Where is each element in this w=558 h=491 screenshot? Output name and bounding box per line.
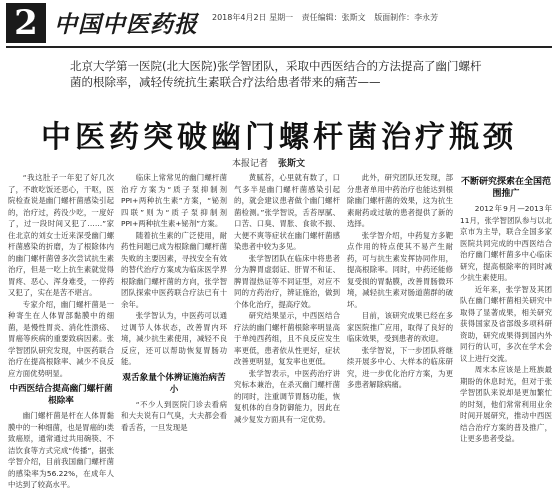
paragraph: “不少人到医院门诊去看病和大夫说有口气臭，大夫都会看看舌苔，一旦发现是 — [121, 399, 227, 432]
paragraph: 研究结果显示，中西医结合疗法的幽门螺杆菌根除率明显高于单纯西药组，且不良反应发生率更低，患者依从性更好，症状改善更明显，复发率也更低。 — [234, 311, 340, 366]
paragraph: 周末本应该是上班族最期盼的休息时光，但对于张学智团队来说却是更加繁忙的时刻，他们常常利用业余时间开展研究，推动中西医结合治疗方案的普及推广，让更多患者受益。 — [460, 365, 552, 443]
paragraph: 此外，研究团队还发现，部分患者单用中药治疗也能达到根除幽门螺杆菌的效果，这为抗生素耐药或过敏的患者提供了新的选择。 — [347, 173, 453, 228]
paragraph: 张学智说，下一步团队将继续开展多中心、大样本的临床研究，进一步优化治疗方案，为更多患者解除病痛。 — [347, 345, 453, 389]
paragraph: 黄腻苔，心里就有数了，口气多半是幽门螺杆菌感染引起的，就会建议患者做个幽门螺杆菌检测。”张学智说，舌苔厚腻、口苦、口臭、胃胀、食欲不振、大便不爽等症状在幽门螺杆菌感染患者中较为多见。 — [234, 173, 340, 251]
paragraph: 随着抗生素的广泛使用，耐药性问题已成为根除幽门螺杆菌失败的主要因素，寻找安全有效的替代治疗方案成为临床医学界根除幽门螺杆菌的方向，张学智团队探索中医药联合疗法已有十余年。 — [121, 230, 227, 309]
article-column-2 — [121, 172, 227, 482]
paragraph: 张学智认为，中医药可以通过调节人体状态，改善胃内环境，减少抗生素使用，减轻不良反应，还可以帮助恢复胃肠功能。 — [121, 311, 227, 366]
newspaper-logo: 中国中医药报 — [54, 11, 198, 38]
paragraph: 张学智团队在临床中将患者分为脾胃虚弱证、肝胃不和证、脾胃湿热证等不同证型，对应不同的方药治疗，辨证施治，做到个体化治疗，提高疗效。 — [234, 253, 340, 309]
layout-designer: 版面制作：李永芳 — [374, 13, 439, 22]
section-heading: 中西医结合提高幽门螺杆菌根除率 — [9, 384, 113, 406]
masthead — [0, 0, 558, 48]
paragraph: “我这肚子一年犯了好几次了，不敢吃饭还恶心，干呕，医院检查说是幽门螺杆菌感染引起的，治疗过，药没少吃，一度好了，过一段时间又犯了……”家住北京的刘女士近来深受幽门螺杆菌感染的折磨，为了根除体内的幽门螺杆菌曾多次尝试抗生素治疗，但是一吃上抗生素就觉得胃疼、恶心、浑身难受，一停药又犯了，实在是苦不堪言。 — [8, 173, 114, 297]
paragraph: 专家介绍，幽门螺杆菌是一种寄生在人体胃部黏膜中的细菌，是慢性胃炎、消化性溃疡、胃癌等疾病的重要致病因素。张学智团队研究发现，中医药联合治疗在提高根除率、减少不良反应方面优势明显。 — [8, 299, 114, 378]
masthead-rule — [6, 46, 552, 48]
issue-meta — [212, 12, 444, 23]
article-column-1 — [8, 172, 114, 489]
responsible-editor: 责任编辑：张斯文 — [301, 13, 366, 22]
paragraph: 张学智介绍，中药复方多靶点作用的特点使其不易产生耐药，可与抗生素发挥协同作用，提高根除率。同时，中药还能修复受损的胃黏膜，改善胃肠微环境，减轻抗生素对肠道菌群的破坏。 — [347, 230, 453, 309]
paragraph: 临床上常常见的幽门螺杆菌治疗方案为“质子泵抑制剂PPI+两种抗生素”方案，“铋剂四联”则为“质子泵抑制剂PPI+两种抗生素+铋剂”方案。 — [121, 173, 227, 228]
article-title: 中医药突破幽门螺杆菌治疗瓶颈 — [41, 120, 517, 155]
page-number: 2 — [6, 3, 46, 43]
paragraph: 张学智表示，中医药治疗讲究标本兼治，在杀灭幽门螺杆菌的同时，注重调节胃肠功能，恢复机体的自身防御能力，因此在减少复发方面具有一定优势。 — [234, 368, 340, 424]
article-column-4 — [347, 172, 453, 482]
paragraph: 近年来，张学智及其团队在幽门螺杆菌相关研究中取得了显著成果，相关研究获得国家及省部级多项科研资助，研究成果得到国内外同行的认可，多次在学术会议上进行交流。 — [460, 284, 552, 363]
paragraph: 幽门螺杆菌是杆在人体胃黏膜中的一种细菌，也是胃癌的Ⅰ类致癌原，通常通过共用碗筷、不洁饮食等方式完成“传播”，据张学智介绍，目前我国幽门螺杆菌的感染率为56.22%，在成年人中达到了较高水平。 — [8, 411, 114, 489]
byline-role: 本报记者 — [232, 159, 269, 169]
paragraph: 目前，该研究成果已经在多家医院推广应用，取得了良好的临床效果，受到患者的欢迎。 — [347, 311, 453, 343]
section-heading: 不断研究探索在全国范围推广 — [460, 177, 551, 199]
section-heading: 观舌象量个体辨证施治病苦小 — [122, 372, 226, 395]
article-column-3 — [234, 172, 340, 482]
byline — [232, 156, 305, 169]
byline-name: 张斯文 — [278, 159, 306, 169]
article-column-5 — [460, 172, 552, 482]
article-subhead: 北京大学第一医院(北大医院)张学智团队，采取中西医结合的方法提高了幽门螺杆菌的根除率，减轻传统抗生素联合疗法给患者带来的痛苦—— — [70, 59, 482, 89]
paragraph: 2012年9月—2013年11月，张学智团队参与以北京市为主导，联合全国多家医院共同完成的中西医结合治疗幽门螺杆菌多中心临床研究，提高根除率的同时减少抗生素使用。 — [460, 204, 552, 282]
issue-date: 2018年4月2日 星期一 — [212, 13, 294, 22]
